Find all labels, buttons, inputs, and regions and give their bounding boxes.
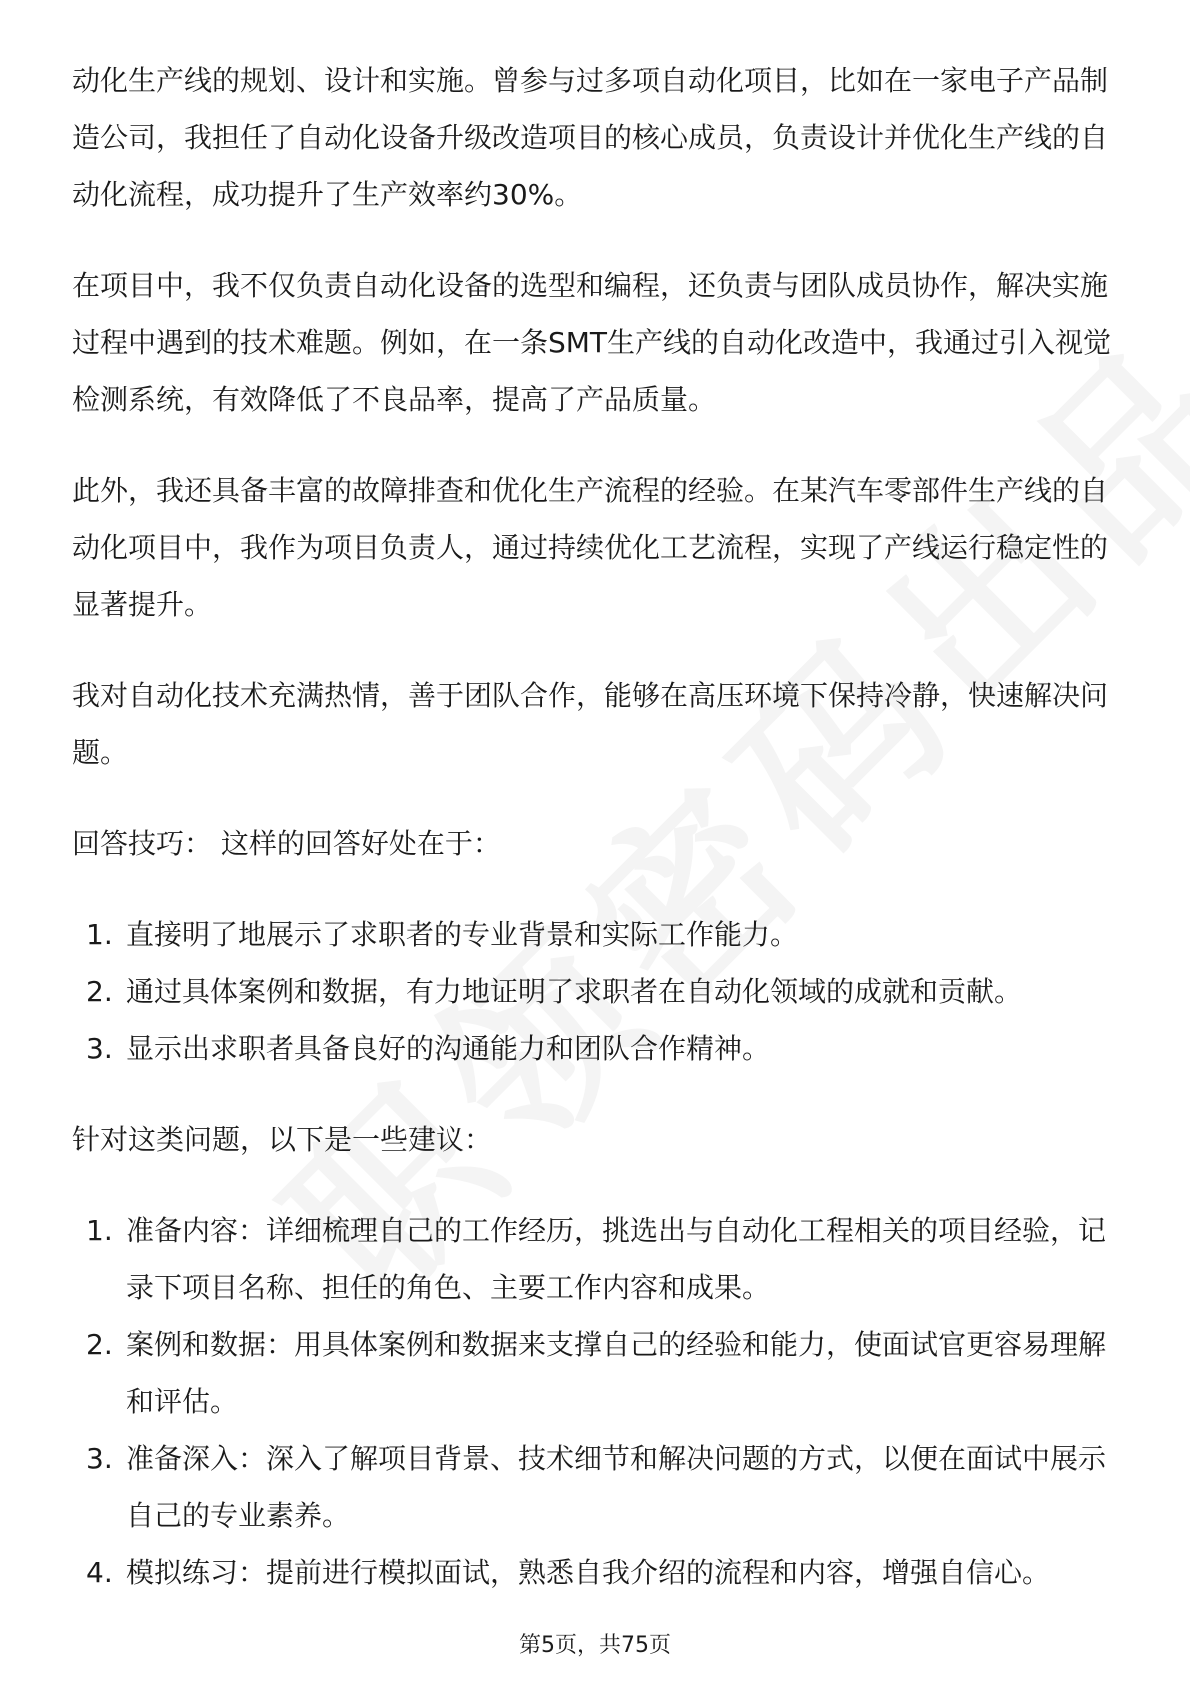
list-item [72, 1430, 1122, 1544]
list-item [72, 1202, 1122, 1316]
list-item [72, 906, 1122, 963]
list-number: 2. [86, 1328, 113, 1361]
page-number: 第5页，共75页 [519, 1633, 671, 1658]
list-text: 准备内容：详细梳理自己的工作经历，挑选出与自动化工程相关的项目经验，记录下项目名称、担任的角色、主要工作内容和成果。 [126, 1214, 1107, 1304]
paragraph: 动化生产线的规划、设计和实施。曾参与过多项自动化项目，比如在一家电子产品制造公司，我担任了自动化设备升级改造项目的核心成员，负责设计并优化生产线的自动化流程，成功提升了生产效率约30%。 [72, 64, 1109, 211]
paragraph: 此外，我还具备丰富的故障排查和优化生产流程的经验。在某汽车零部件生产线的自动化项目中，我作为项目负责人，通过持续优化工艺流程，实现了产线运行稳定性的显著提升。 [72, 474, 1109, 621]
list-number: 4. [86, 1556, 113, 1589]
list-number: 3. [86, 1442, 113, 1475]
paragraph: 我对自动化技术充满热情，善于团队合作，能够在高压环境下保持冷静，快速解决问题。 [72, 679, 1109, 769]
list-text: 案例和数据：用具体案例和数据来支撑自己的经验和能力，使面试官更容易理解和评估。 [126, 1328, 1107, 1418]
list-text: 显示出求职者具备良好的沟通能力和团队合作精神。 [126, 1032, 771, 1065]
list-item [72, 1544, 1122, 1601]
paragraph: 在项目中，我不仅负责自动化设备的选型和编程，还负责与团队成员协作，解决实施过程中遇到的技术难题。例如，在一条SMT生产线的自动化改造中，我通过引入视觉检测系统，有效降低了不良品率，提高了产品质量。 [72, 269, 1112, 416]
tips-list [72, 906, 1122, 1077]
list-text: 准备深入：深入了解项目背景、技术细节和解决问题的方式，以便在面试中展示自己的专业素养。 [126, 1442, 1107, 1532]
list-text: 直接明了地展示了求职者的专业背景和实际工作能力。 [126, 918, 799, 951]
advice-list [72, 1202, 1122, 1601]
list-item [72, 1020, 1122, 1077]
tips-heading: 回答技巧： 这样的回答好处在于： [72, 827, 501, 860]
list-text: 通过具体案例和数据，有力地证明了求职者在自动化领域的成就和贡献。 [126, 975, 1023, 1008]
page-content [72, 52, 1122, 1635]
list-number: 1. [86, 1214, 113, 1247]
list-number: 1. [86, 918, 113, 951]
list-number: 2. [86, 975, 113, 1008]
advice-heading: 针对这类问题，以下是一些建议： [72, 1123, 493, 1156]
list-text: 模拟练习：提前进行模拟面试，熟悉自我介绍的流程和内容，增强自信心。 [126, 1556, 1051, 1589]
list-number: 3. [86, 1032, 113, 1065]
list-item [72, 963, 1122, 1020]
list-item [72, 1316, 1122, 1430]
